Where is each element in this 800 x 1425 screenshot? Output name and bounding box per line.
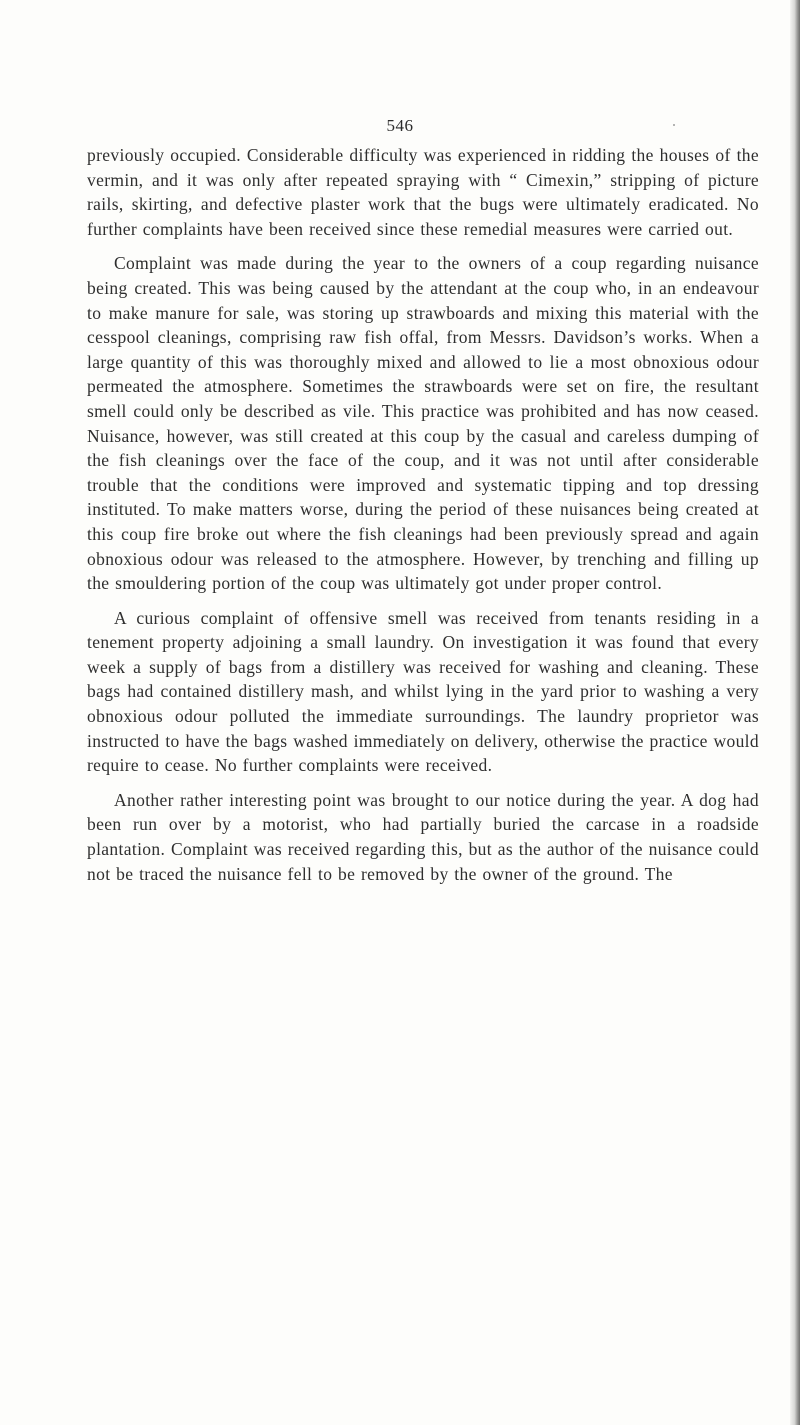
body-text <box>87 143 759 886</box>
paragraph-4-text: Another rather interesting point was brought to our notice during the year. A dog had been run over by a motorist, who had partially buried the carcase in a roadside plantation. Complaint was received regarding this, but as the author of the nuisance could not be traced the nuisance fell to be removed by the owner of the ground. The <box>87 789 759 884</box>
paragraph-2-text: Complaint was made during the year to the owners of a coup regarding nuisance being created. This was being caused by the attendant at the coup who, in an endeavour to make manure for sale, was storing up strawboards and mixing this material with the cesspool cleanings, comprising raw fish offal, from Messrs. Davidson’s works. When a large quantity of this was thoroughly mixed and allowed to lie a most obnoxious odour permeated the atmosphere. Sometimes the strawboards were set on fire, the resultant smell could only be described as vile. This practice was prohibited and has now ceased. Nuisance, however, was still created at this coup by the casual and careless dumping of the fish cleanings over the face of the coup, and it was not until after considerable trouble that the conditions were improved and systematic tipping and top dressing instituted. To make matters worse, during the period of these nuisances being created at this coup fire broke out where the fish cleanings had been previously spread and again obnoxious odour was released to the atmosphere. However, by trenching and filling up the smouldering portion of the coup was ultimately got under proper control. <box>87 253 759 594</box>
scan-speck <box>673 124 675 126</box>
page-number: 546 <box>386 116 414 135</box>
paragraph-2 <box>87 251 759 595</box>
paragraph-1: previously occupied. Considerable difficulty was experienced in ridding the houses of the vermin, and it was only after repeated spraying with “ Cimexin,” stripping of picture rails, skirting, and defective plaster work that the bugs were ultimately eradicated. No further complaints have been received since these remedial measures were carried out. <box>87 145 759 239</box>
paragraph-4 <box>87 788 759 886</box>
paragraph-3-text: A curious complaint of offensive smell was received from tenants residing in a tenement property adjoining a small laundry. On investigation it was found that every week a supply of bags from a distillery was received for washing and cleaning. These bags had contained distillery mash, and whilst lying in the yard prior to washing a very obnoxious odour polluted the immediate surroundings. The laundry proprietor was instructed to have the bags washed immediately on delivery, otherwise the practice would require to cease. No further complaints were received. <box>87 607 759 776</box>
page-edge-shadow <box>790 0 800 1425</box>
paragraph-3 <box>87 606 759 778</box>
